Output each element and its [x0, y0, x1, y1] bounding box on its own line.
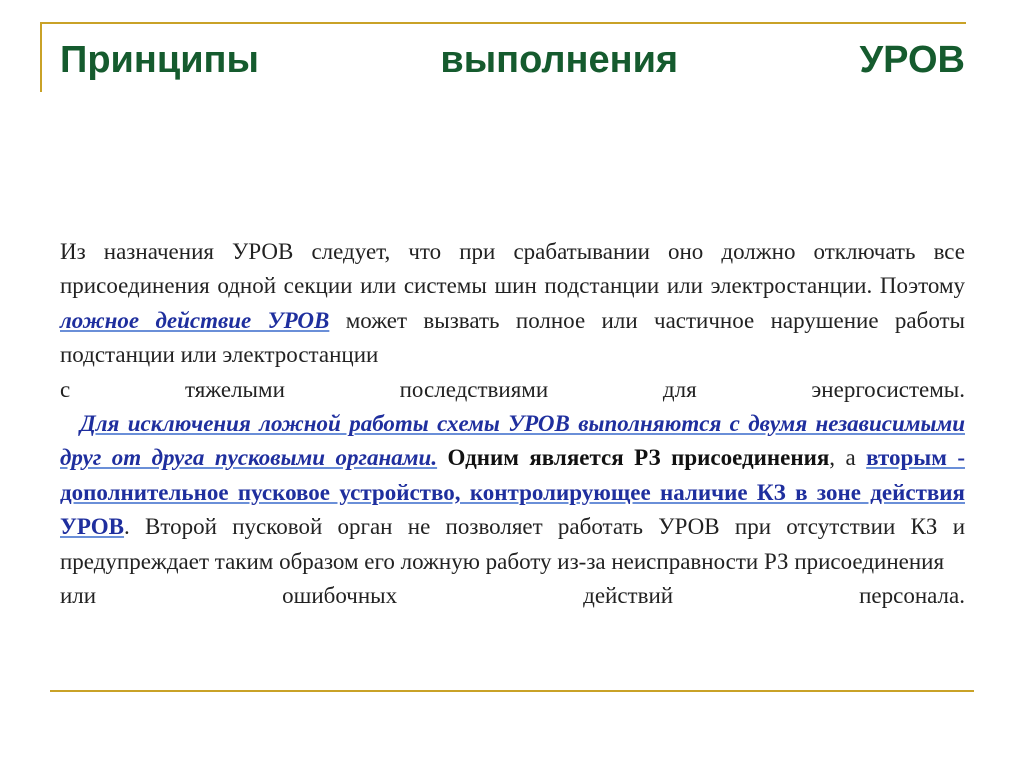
- body-line-personnel: или ошибочных действий персонала.: [60, 583, 965, 609]
- highlight-exclusion: Для исключения ложной работы схемы УРОВ выполняются с двумя независимыми друг от друга пусковыми органами.: [60, 411, 965, 471]
- body-text-2: может вызвать полное или частичное нарушение работы подстанции или электростанции: [60, 307, 966, 368]
- indent-spacer: [60, 411, 80, 436]
- accent-line-left: [40, 22, 42, 92]
- highlight-false-action: ложное действие УРОВ: [60, 307, 330, 333]
- body-line-consequences: с тяжелыми последствиями для энергосистемы.: [60, 376, 965, 402]
- accent-line-top: [40, 22, 966, 24]
- body-text-3: , а: [829, 445, 867, 471]
- body-text-1: Из назначения УРОВ следует, что при срабатывании оно должно отключать все присоединения одной секции или системы шин подстанции или электростанции. Поэтому: [60, 239, 965, 299]
- slide-title: [60, 38, 965, 82]
- accent-line-bottom: [50, 690, 974, 692]
- title-word-3: УРОВ: [859, 39, 965, 81]
- highlight-second-organ: вторым - дополнительное пусковое устройство, контролирующее наличие КЗ в зоне действия УРОВ: [60, 445, 965, 540]
- title-word-1: Принципы: [60, 39, 259, 81]
- title-word-2: выполнения: [440, 39, 679, 81]
- body-text-4: . Второй пусковой орган не позволяет работать УРОВ при отсутствии КЗ и предупреждает таким образом его ложную работу из-за неисправности РЗ присоединения: [60, 514, 965, 574]
- body-paragraph: [60, 235, 965, 613]
- bold-first-organ: Одним является РЗ присоединения: [437, 445, 830, 471]
